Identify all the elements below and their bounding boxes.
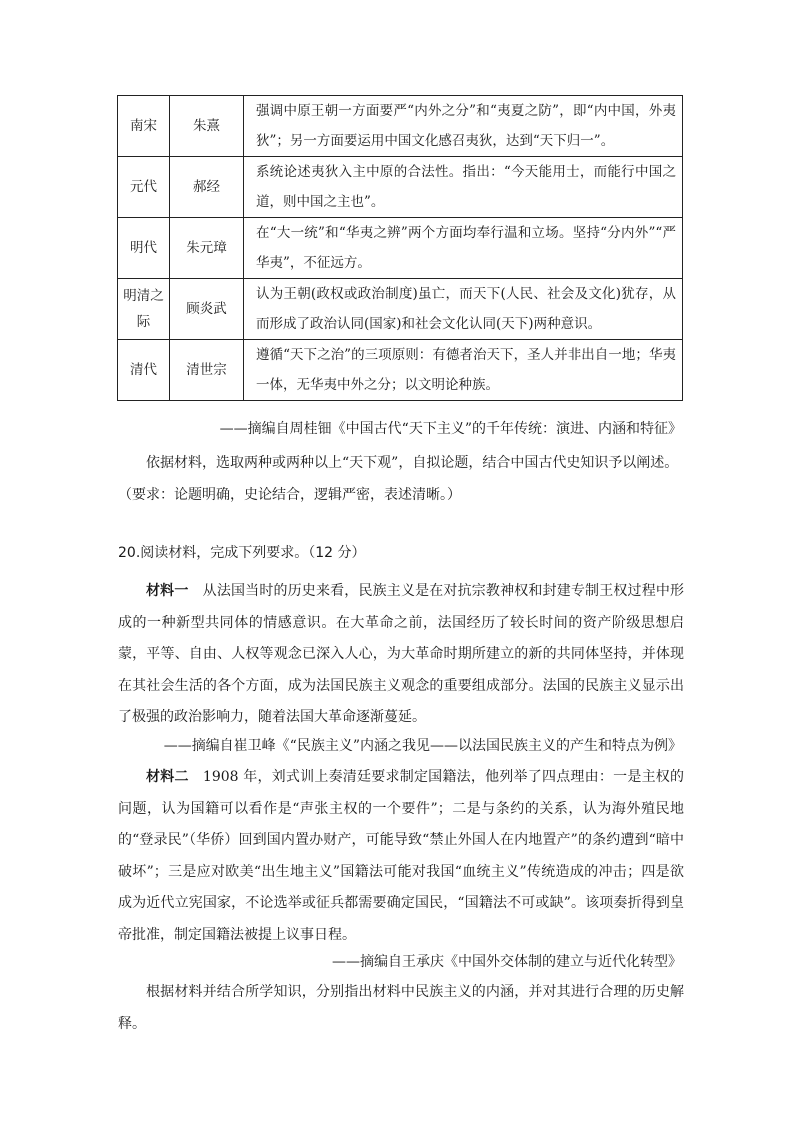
table-row bbox=[118, 96, 683, 157]
dynasty-cell: 清代 bbox=[118, 340, 170, 401]
table-row bbox=[118, 218, 683, 279]
q20-question: 根据材料并结合所学知识，分别指出材料中民族主义的内涵，并对其进行合理的历史解释。 bbox=[118, 984, 684, 1032]
person-cell: 朱元璋 bbox=[170, 218, 244, 279]
content-cell: 强调中原王朝一方面要严“内外之分”和“夷夏之防”，即“内中国，外夷狄”；另一方面要运用中国文化感召夷狄，达到“天下归一”。 bbox=[244, 96, 683, 157]
table-row bbox=[118, 279, 683, 340]
person-cell: 郝经 bbox=[170, 157, 244, 218]
q20-material-two bbox=[118, 762, 684, 951]
content-cell: 在“大一统”和“华夷之辨”两个方面均奉行温和立场。坚持“分内外”“严华夷”，不征远方。 bbox=[244, 218, 683, 279]
q20-material-one bbox=[118, 576, 684, 734]
person-cell: 朱熹 bbox=[170, 96, 244, 157]
content-cell: 系统论述夷狄入主中原的合法性。指出：“今天能用士，而能行中国之道，则中国之主也”。 bbox=[244, 157, 683, 218]
material-two-source: ——摘编自王承庆《中国外交体制的建立与近代化转型》 bbox=[332, 954, 682, 970]
content-cell: 认为王朝(政权或政治制度)虽亡，而天下(人民、社会及文化)犹存，从而形成了政治认同(国家)和社会文化认同(天下)两种意识。 bbox=[244, 279, 683, 340]
q20-title: 20.阅读材料，完成下列要求。（12 分） bbox=[118, 545, 366, 561]
table-row bbox=[118, 157, 683, 218]
material-one-text: 从法国当时的历史来看，民族主义是在对抗宗教神权和封建专制王权过程中形成的一种新型共同体的情感意识。在大革命之前，法国经历了较长时间的资产阶级思想启蒙，平等、自由、人权等观念已深入人心，为大革命时期所建立的新的共同体坚持，并体现在其社会生活的各个方面，成为法国民族主义观念的重要组成部分。法国的民族主义显示出了极强的政治影响力，随着法国大革命逐渐蔓延。 bbox=[118, 583, 685, 725]
dynasty-cell: 南宋 bbox=[118, 96, 170, 157]
table-row bbox=[118, 340, 683, 401]
dynasty-cell: 元代 bbox=[118, 157, 170, 218]
q19-requirement: （要求：论题明确，史论结合，逻辑严密，表述清晰。） bbox=[118, 487, 461, 503]
content-cell: 遵循“天下之治”的三项原则：有德者治天下，圣人并非出自一地；华夷一体，无华夷中外之分；以文明论种族。 bbox=[244, 340, 683, 401]
material-two-label: 材料二 bbox=[146, 769, 189, 785]
dynasty-cell: 明代 bbox=[118, 218, 170, 279]
tianxia-views-table bbox=[117, 95, 683, 401]
q19-instruction: 依据材料，选取两种或两种以上“天下观”，自拟论题，结合中国古代史知识予以阐述。 bbox=[146, 455, 679, 471]
person-cell: 顾炎武 bbox=[170, 279, 244, 340]
q19-source: ——摘编自周桂钿《中国古代“天下主义”的千年传统：演进、内涵和特征》 bbox=[219, 421, 682, 437]
person-cell: 清世宗 bbox=[170, 340, 244, 401]
material-one-source: ——摘编自崔卫峰《“民族主义”内涵之我见——以法国民族主义的产生和特点为例》 bbox=[163, 738, 682, 754]
dynasty-cell: 明清之际 bbox=[118, 279, 170, 340]
material-two-text: 1908 年，刘式训上奏清廷要求制定国籍法，他列举了四点理由：一是主权的问题，认为国籍可以看作是“声张主权的一个要件”；二是与条约的关系，认为海外殖民地的“登录民”（华侨）回到国内置办财产，可能导致“禁止外国人在内地置产”的条约遭到“暗中破坏”；三是应对欧美“出生地主义”国籍法可能对我国“血统主义”传统造成的冲击；四是欲成为近代立宪国家，不论选举或征兵都需要确定国民，“国籍法不可或缺”。该项奏折得到皇帝批准，制定国籍法被提上议事日程。 bbox=[118, 769, 685, 943]
material-one-label: 材料一 bbox=[146, 583, 189, 599]
